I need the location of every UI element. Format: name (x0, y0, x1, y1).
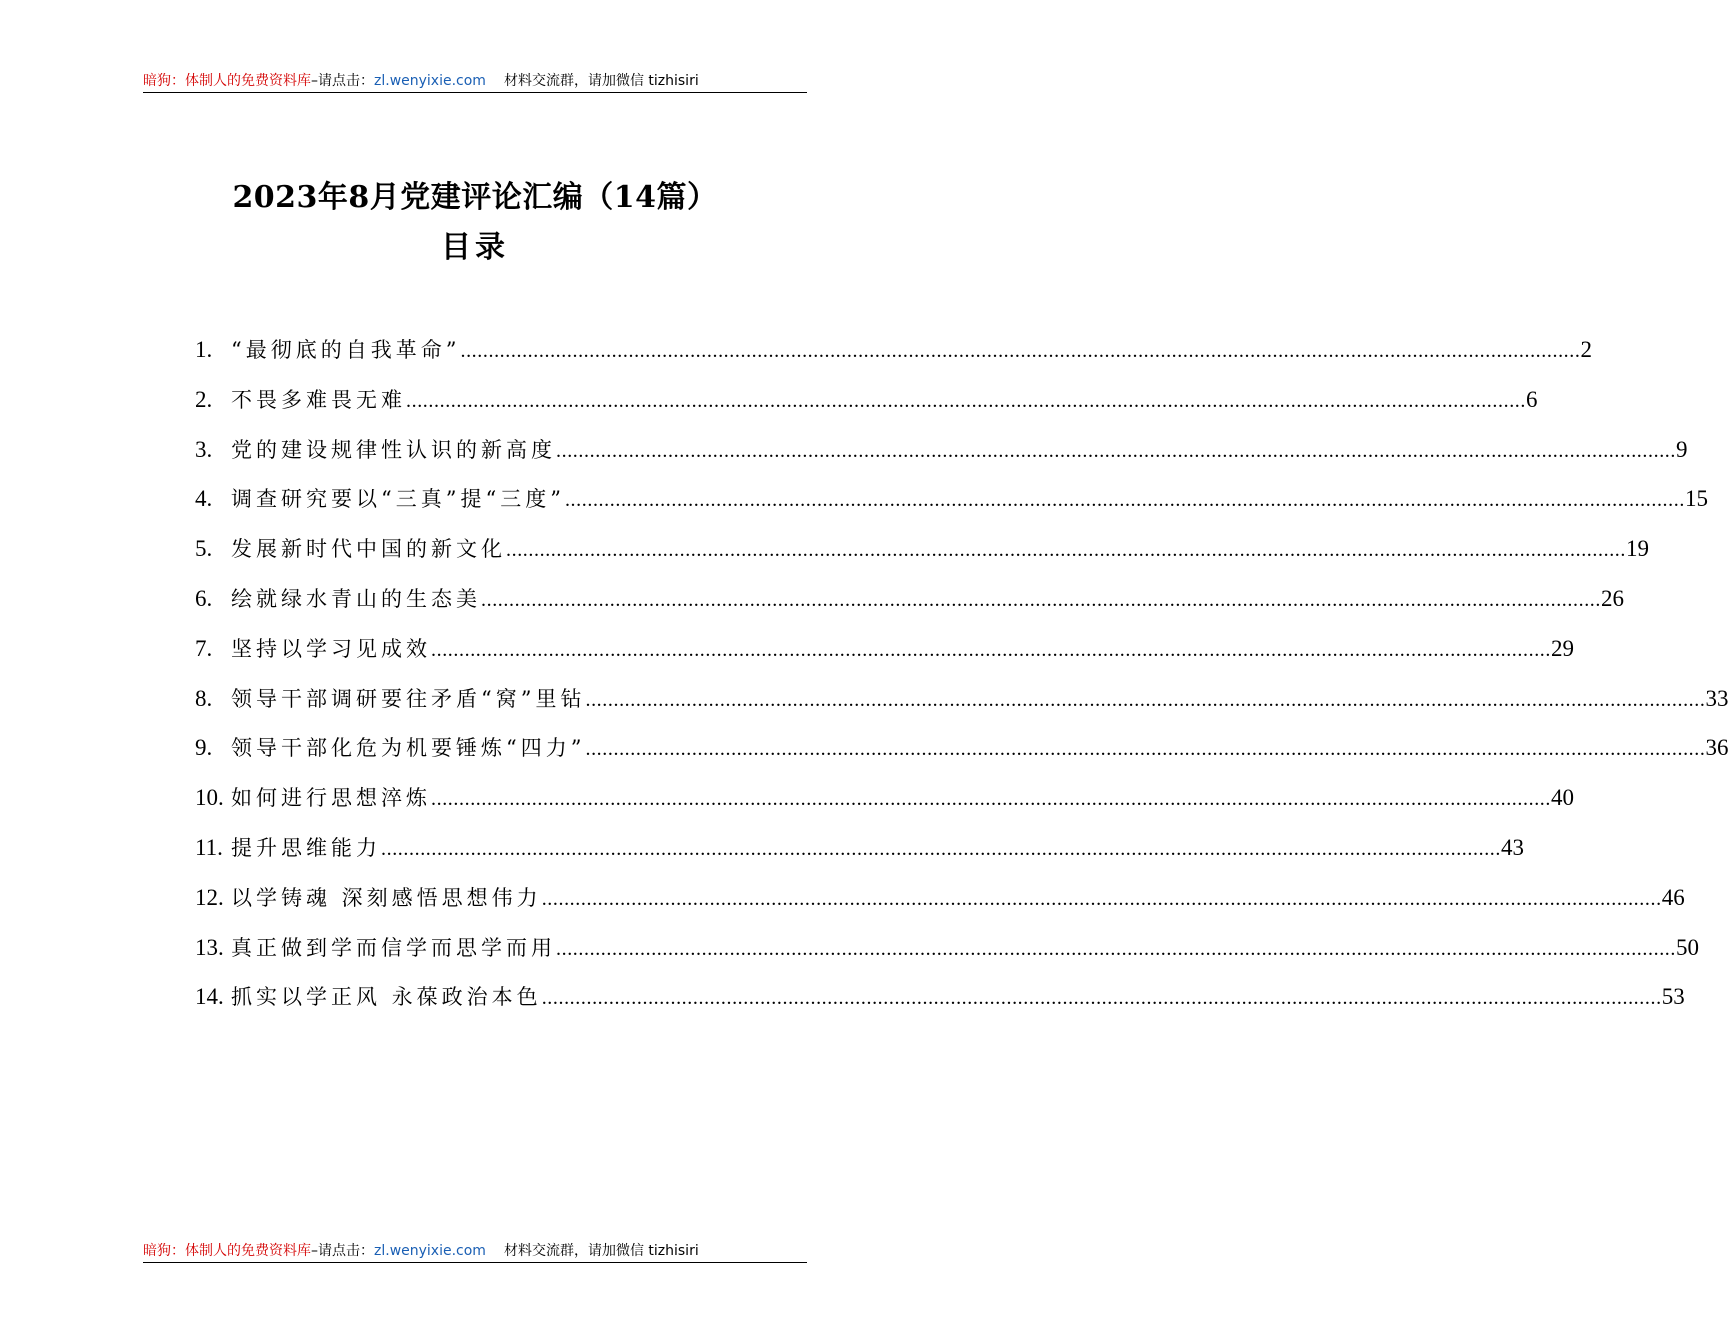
toc-entry-number: 2. (195, 386, 213, 412)
toc-entry-title: 以学铸魂 深刻感悟思想伟力 (231, 885, 542, 910)
toc-entry[interactable] (195, 781, 1574, 831)
toc-dot-leader: ........................................................................................................................................................................................................ (481, 588, 1601, 611)
toc-dot-leader: ........................................................................................................................................................................................................ (381, 837, 1501, 860)
toc-entry-title: 抓实以学正风 永葆政治本色 (231, 985, 542, 1010)
toc-entry-page: 15 (1684, 486, 1708, 512)
toc-dot-leader: ........................................................................................................................................................................................................ (506, 539, 1626, 562)
toc-entry-number: 7. (195, 635, 213, 661)
toc-heading: 目录 (441, 230, 509, 265)
toc-entry[interactable] (195, 881, 1685, 931)
toc-entry[interactable] (195, 383, 1538, 433)
toc-dot-leader: ........................................................................................................................................................................................................ (541, 887, 1662, 910)
toc-entry-number: 11. (195, 834, 223, 860)
toc-entry-number: 1. (195, 337, 213, 362)
footer-site-name: 暗狗：体制人的免费资料库 (143, 1243, 311, 1259)
toc-entry-number: 4. (195, 486, 213, 512)
toc-dot-leader: ........................................................................................................................................................................................................ (406, 389, 1526, 412)
toc-entry-number: 5. (195, 536, 213, 562)
toc-entry-title: 党的建设规律性认识的新高度 (231, 437, 556, 462)
toc-dot-leader: ........................................................................................................................................................................................................ (556, 937, 1676, 960)
toc-dot-leader: ........................................................................................................................................................................................................ (460, 340, 1581, 362)
toc-entry[interactable] (195, 482, 1708, 532)
toc-entry[interactable] (195, 333, 1592, 383)
toc-entry-title: 领导干部化危为机要锤炼“四力” (231, 736, 586, 761)
toc-dot-leader: ........................................................................................................................................................................................................ (585, 688, 1706, 711)
toc-entry-page: 40 (1551, 785, 1574, 811)
toc-dot-leader: ........................................................................................................................................................................................................ (541, 987, 1662, 1010)
header-banner (143, 70, 807, 93)
toc-entry-number: 8. (195, 685, 213, 711)
toc-entry-title: 坚持以学习见成效 (231, 636, 431, 661)
toc-entry[interactable] (195, 582, 1624, 632)
toc-dot-leader: ........................................................................................................................................................................................................ (556, 439, 1676, 462)
toc-entry-title: 领导干部调研要往矛盾“窝”里钻 (231, 686, 586, 711)
toc-entry-title: 提升思维能力 (231, 835, 381, 860)
footer-site-link[interactable]: zl.wenyixie.com (374, 1243, 486, 1259)
toc-entry-page: 26 (1601, 585, 1624, 611)
toc-entry-number: 14. (195, 984, 224, 1010)
header-wechat-note: 材料交流群，请加微信 tizhisiri (503, 73, 699, 89)
toc-entry-page: 46 (1661, 884, 1685, 910)
footer-wechat-note: 材料交流群，请加微信 tizhisiri (503, 1243, 699, 1259)
toc-entry-title: 真正做到学而信学而思学而用 (231, 935, 556, 960)
header-site-name: 暗狗：体制人的免费资料库 (143, 73, 311, 89)
toc-entry-title: 不畏多难畏无难 (231, 387, 406, 412)
toc-entry-number: 10. (195, 785, 224, 811)
toc-entry-page: 19 (1626, 536, 1649, 562)
header-site-link[interactable]: zl.wenyixie.com (374, 73, 486, 89)
toc-entry[interactable] (195, 731, 1728, 781)
toc-entry[interactable] (195, 931, 1699, 981)
toc-entry-page: 6 (1526, 386, 1538, 412)
toc-entry[interactable] (195, 433, 1688, 483)
document-title: 2023年8月党建评论汇编（14篇） (232, 180, 718, 215)
toc-entry-title: 发展新时代中国的新文化 (231, 537, 506, 562)
toc-entry-page: 9 (1676, 436, 1688, 462)
toc-dot-leader: ........................................................................................................................................................................................................ (585, 738, 1706, 761)
header-click-prompt: –请点击： (311, 73, 374, 89)
toc-entry-page: 2 (1580, 337, 1592, 362)
footer-banner (143, 1240, 807, 1263)
toc-dot-leader: ........................................................................................................................................................................................................ (564, 489, 1685, 512)
toc-entry-number: 13. (195, 934, 224, 960)
toc-entry-number: 3. (195, 436, 213, 462)
toc-entry-title: 调查研究要以“三真”提“三度” (231, 487, 565, 512)
toc-entry-page: 33 (1705, 685, 1728, 711)
toc-entry-page: 53 (1661, 984, 1685, 1010)
toc-dot-leader: ........................................................................................................................................................................................................ (431, 638, 1551, 661)
toc-entry-title: 如何进行思想淬炼 (231, 786, 431, 811)
toc-entry-title: 绘就绿水青山的生态美 (231, 586, 481, 611)
toc-entry-number: 12. (195, 884, 224, 910)
toc-entry-page: 29 (1551, 635, 1574, 661)
toc-entry-number: 6. (195, 585, 213, 611)
toc-entry-number: 9. (195, 735, 213, 761)
toc-entry-title: “最彻底的自我革命” (231, 338, 461, 362)
footer-click-prompt: –请点击： (311, 1243, 374, 1259)
toc-entry[interactable] (195, 532, 1649, 582)
toc-entry-page: 36 (1705, 735, 1728, 761)
toc-entry-page: 43 (1501, 834, 1524, 860)
toc-entry[interactable] (195, 682, 1728, 732)
toc-entry[interactable] (195, 632, 1574, 682)
toc-dot-leader: ........................................................................................................................................................................................................ (431, 788, 1551, 811)
toc-entry-page: 50 (1676, 934, 1699, 960)
toc-entry[interactable] (195, 980, 1685, 1030)
toc-entry[interactable] (195, 831, 1524, 881)
table-of-contents (195, 333, 1728, 1030)
